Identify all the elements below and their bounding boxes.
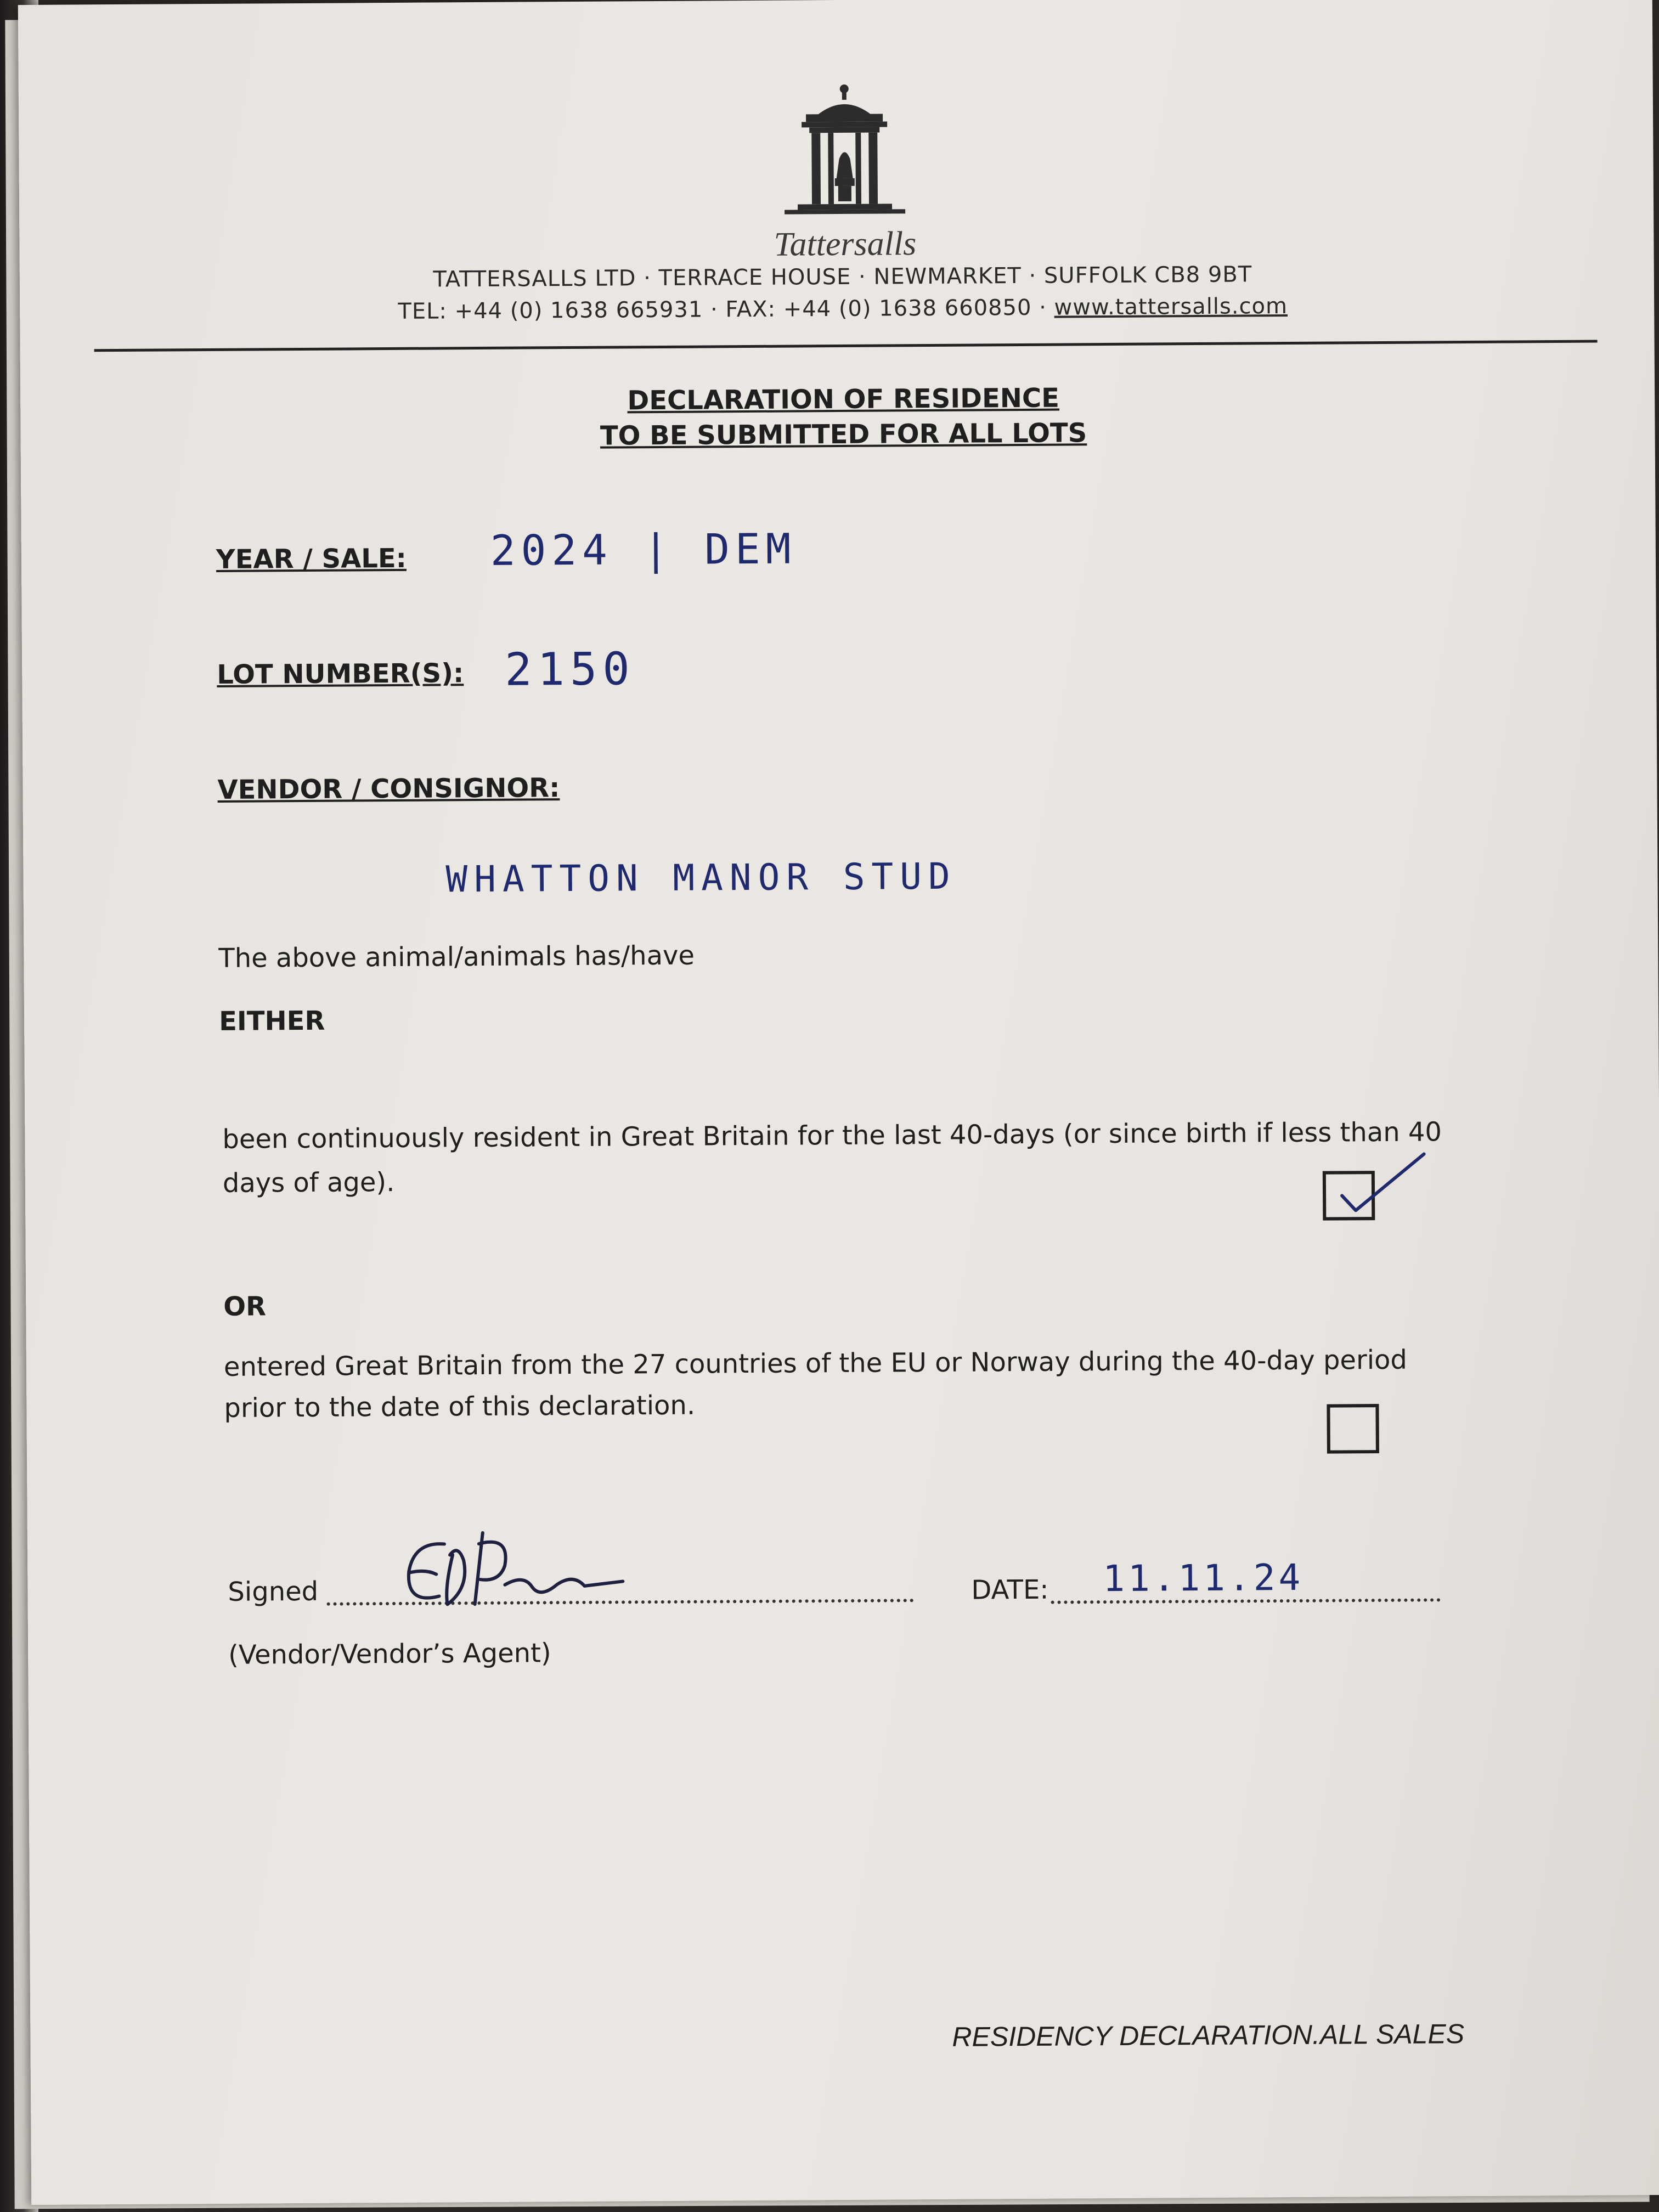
option2-text-line2: prior to the date of this declaration. xyxy=(224,1390,696,1424)
either-label: EITHER xyxy=(218,1005,325,1037)
year-sale-label: YEAR / SALE: xyxy=(216,543,407,575)
signer-role: (Vendor/Vendor’s Agent) xyxy=(228,1638,551,1671)
signature-scribble-icon[interactable] xyxy=(392,1521,634,1616)
brand-name: Tattersalls xyxy=(774,225,917,263)
company-address: TATTERSALLS LTD · TERRACE HOUSE · NEWMARKET · SUFFOLK CB8 9BT xyxy=(433,262,1252,292)
option2-text-line1: entered Great Britain from the 27 countries of the EU or Norway during the 40-day period xyxy=(223,1344,1408,1383)
declaration-form xyxy=(18,0,1659,2205)
check-mark-icon xyxy=(1331,1148,1430,1220)
lot-number-label: LOT NUMBER(S): xyxy=(217,658,464,690)
form-subtitle: TO BE SUBMITTED FOR ALL LOTS xyxy=(600,417,1087,452)
vendor-value[interactable]: WHATTON MANOR STUD xyxy=(445,855,957,901)
option1-text-line1: been continuously resident in Great Britain for the last 40-days (or since birth if less than 40 xyxy=(222,1116,1442,1155)
contact-numbers: TEL: +44 (0) 1638 665931 · FAX: +44 (0) 1638 660850 · xyxy=(398,295,1054,324)
or-label: OR xyxy=(223,1291,267,1322)
website-link[interactable]: www.tattersalls.com xyxy=(1054,294,1288,320)
tattersalls-logo-icon xyxy=(773,82,917,231)
option1-text-line2: days of age). xyxy=(222,1166,395,1199)
option2-checkbox[interactable] xyxy=(1327,1404,1379,1454)
year-sale-value[interactable]: 2024 | DEM xyxy=(490,524,797,575)
signed-label: Signed xyxy=(228,1576,319,1607)
date-value[interactable]: 11.11.24 xyxy=(1103,1556,1304,1600)
lot-number-value[interactable]: 2150 xyxy=(504,643,635,696)
vendor-label: VENDOR / CONSIGNOR: xyxy=(217,772,560,805)
statement-intro: The above animal/animals has/have xyxy=(218,940,695,974)
form-footer: RESIDENCY DECLARATION.ALL SALES xyxy=(952,2018,1465,2052)
company-contact xyxy=(294,293,1391,325)
date-label: DATE: xyxy=(971,1574,1049,1606)
form-title: DECLARATION OF RESIDENCE xyxy=(627,382,1060,416)
header-divider xyxy=(94,340,1598,352)
